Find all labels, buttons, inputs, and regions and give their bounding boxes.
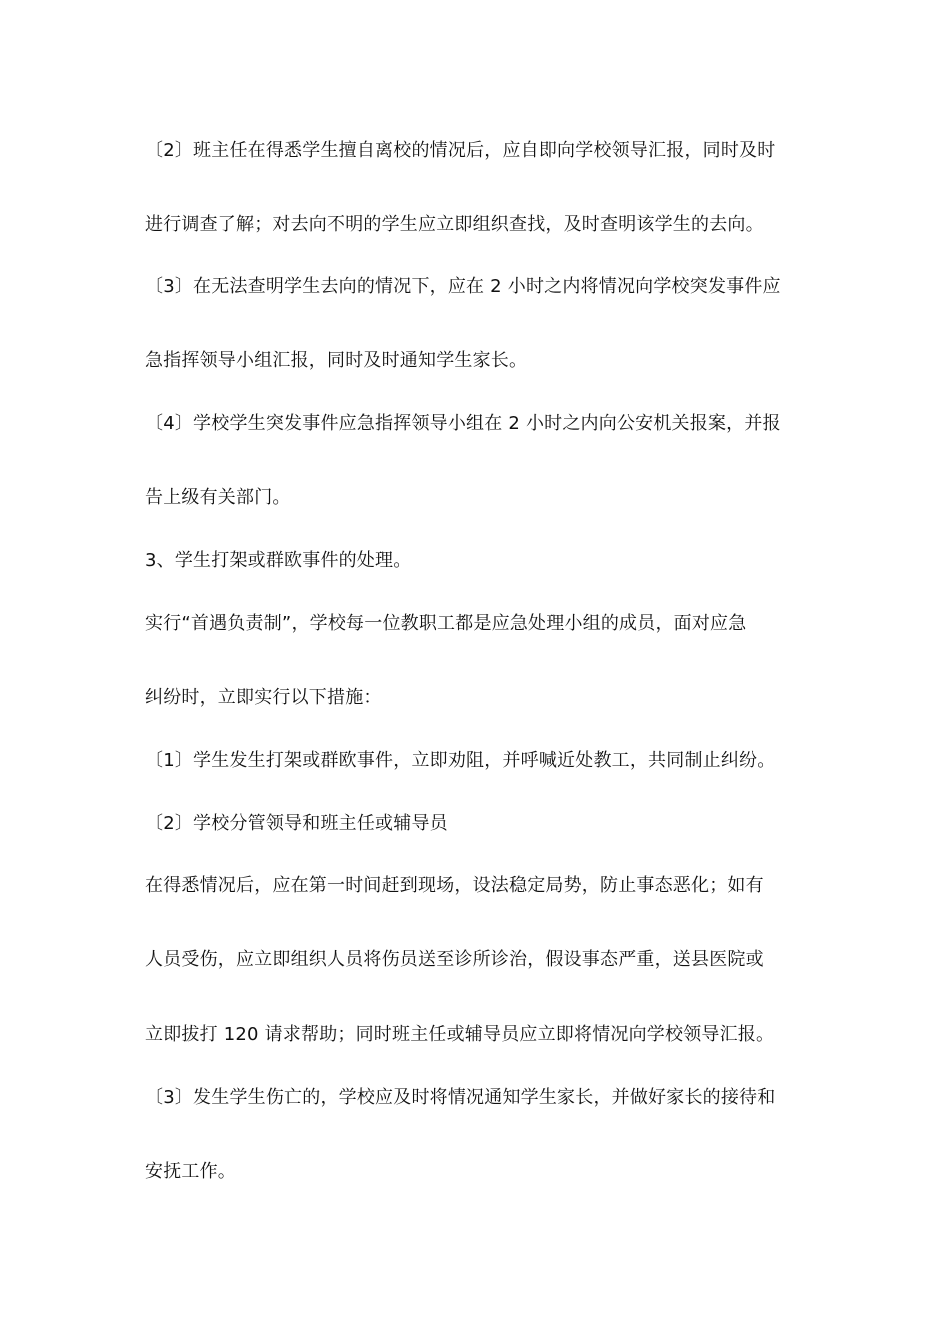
text-line-4: 急指挥领导小组汇报，同时及时通知学生家长。 <box>145 350 528 371</box>
text-line-3: 〔3〕在无法查明学生去向的情况下，应在 2 小时之内将情况向学校突发事件应 <box>145 276 781 297</box>
text-line-12: 在得悉情况后，应在第一时间赶到现场，设法稳定局势，防止事态恶化；如有 <box>145 875 764 896</box>
text-line-6: 告上级有关部门。 <box>145 487 291 508</box>
text-line-2: 进行调查了解；对去向不明的学生应立即组织查找，及时查明该学生的去向。 <box>145 214 764 235</box>
text-line-1: 〔2〕班主任在得悉学生擅自离校的情况后，应自即向学校领导汇报，同时及时 <box>145 140 776 161</box>
text-line-10: 〔1〕学生发生打架或群欧事件，立即劝阻，并呼喊近处教工，共同制止纠纷。 <box>145 750 776 771</box>
text-line-13: 人员受伤，应立即组织人员将伤员送至诊所诊治，假设事态严重，送县医院或 <box>145 949 764 970</box>
text-line-5: 〔4〕学校学生突发事件应急指挥领导小组在 2 小时之内向公安机关报案，并报 <box>145 413 781 434</box>
text-line-15: 〔3〕发生学生伤亡的，学校应及时将情况通知学生家长，并做好家长的接待和 <box>145 1087 776 1108</box>
text-line-16: 安抚工作。 <box>145 1161 236 1182</box>
text-line-8: 实行“首遇负责制”，学校每一位教职工都是应急处理小组的成员，面对应急 <box>145 613 747 634</box>
text-line-9: 纠纷时，立即实行以下措施： <box>145 687 382 708</box>
text-line-14: 立即拔打 120 请求帮助；同时班主任或辅导员应立即将情况向学校领导汇报。 <box>145 1024 775 1045</box>
text-line-11: 〔2〕学校分管领导和班主任或辅导员 <box>145 813 448 834</box>
section-heading: 3、学生打架或群欧事件的处理。 <box>145 550 412 571</box>
